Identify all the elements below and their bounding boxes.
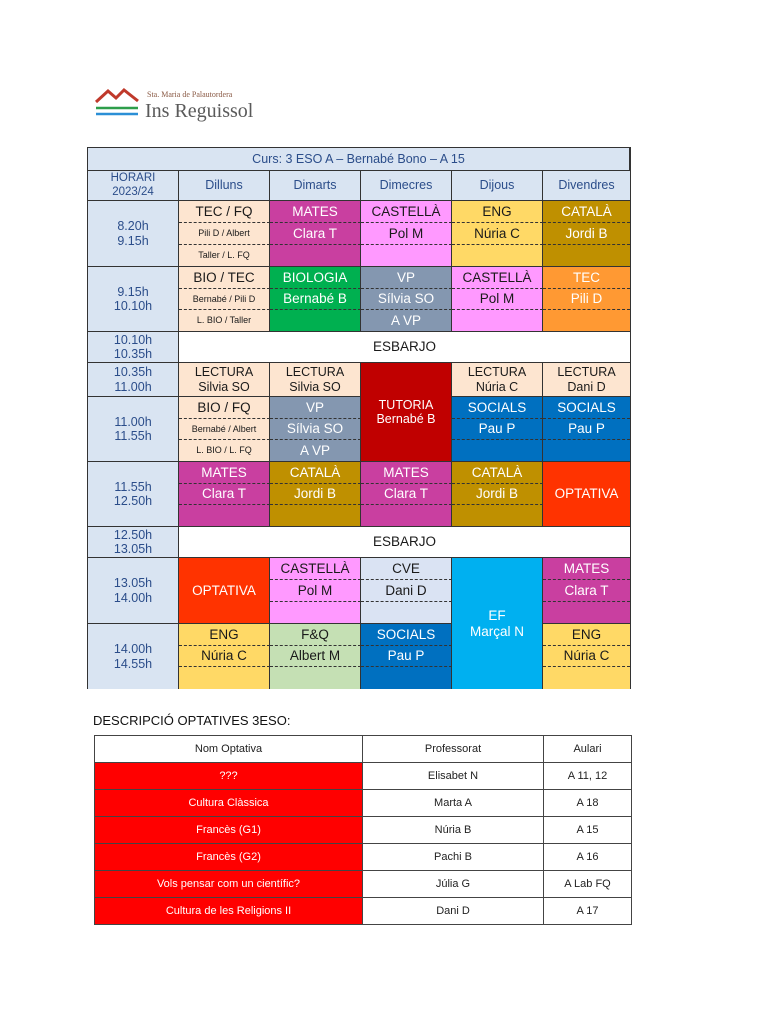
class-teacher: Jordi B: [270, 484, 361, 505]
class-teacher: Dani D: [361, 580, 452, 602]
class-teacher: Albert M: [270, 646, 361, 667]
time-slot: 11.55h 12.50h: [88, 462, 179, 527]
class-room: Taller / L. FQ: [179, 245, 270, 267]
table-row: [95, 898, 632, 925]
corner-line2: 2023/24: [112, 185, 154, 198]
class-subject: MATES: [543, 558, 630, 580]
optativa-room: A 18: [544, 790, 632, 817]
class-empty: [543, 310, 630, 332]
day-header: Dimecres: [361, 171, 452, 201]
class-block: LECTURA Dani D: [543, 363, 630, 397]
school-logo: [94, 86, 264, 126]
class-subject: BIO / FQ: [179, 397, 270, 419]
day-header: Dilluns: [179, 171, 270, 201]
column-header: Professorat: [363, 736, 544, 763]
class-subject: SOCIALS: [543, 397, 630, 419]
class-subject: ENG: [543, 624, 630, 646]
optativa-block: OPTATIVA: [179, 558, 270, 624]
optativa-name: Cultura de les Religions II: [95, 898, 363, 925]
corner-line1: HORARI: [110, 172, 156, 185]
optativa-teacher: Dani D: [363, 898, 544, 925]
class-empty: [452, 440, 543, 462]
class-room: A VP: [270, 440, 361, 462]
class-teacher: Sílvia SO: [361, 289, 452, 310]
class-empty: [361, 245, 452, 267]
class-block: LECTURA Núria C: [452, 363, 543, 397]
optativa-teacher: Núria B: [363, 817, 544, 844]
class-subject: ENG: [179, 624, 270, 646]
class-empty: [270, 245, 361, 267]
class-empty: [543, 440, 630, 462]
class-teacher: Pau P: [361, 646, 452, 667]
class-subject: CASTELLÀ: [452, 267, 543, 289]
time-slot: 8.20h 9.15h: [88, 201, 179, 267]
class-teacher: Clara T: [361, 484, 452, 505]
class-empty: [270, 602, 361, 624]
break-row: ESBARJO: [179, 527, 630, 558]
class-subject: TEC / FQ: [179, 201, 270, 223]
time-slot: 10.10h 10.35h: [88, 332, 179, 363]
table-header-row: [95, 736, 632, 763]
optativa-teacher: Marta A: [363, 790, 544, 817]
optatives-table: [94, 735, 632, 925]
optativa-teacher: Júlia G: [363, 871, 544, 898]
class-teacher: Jordi B: [543, 223, 630, 245]
table-row: [95, 871, 632, 898]
timetable: [87, 147, 631, 689]
class-subject: ENG: [452, 201, 543, 223]
optativa-room: A 17: [544, 898, 632, 925]
optativa-room: A 15: [544, 817, 632, 844]
class-empty: [179, 667, 270, 689]
logo-school-name: Ins Reguissol: [145, 100, 254, 122]
time-slot: 13.05h 14.00h: [88, 558, 179, 624]
tutoria-block: TUTORIA Bernabé B: [361, 363, 452, 462]
ef-block: EF Marçal N: [452, 558, 543, 689]
optativa-room: A 16: [544, 844, 632, 871]
class-subject: CVE: [361, 558, 452, 580]
class-block: LECTURA Silvia SO: [270, 363, 361, 397]
corner-cell: [88, 171, 179, 201]
class-teacher: Sílvia SO: [270, 419, 361, 440]
class-empty: [361, 667, 452, 689]
class-teacher: Clara T: [270, 223, 361, 245]
class-empty: [543, 602, 630, 624]
class-subject: BIO / TEC: [179, 267, 270, 289]
class-subject: VP: [361, 267, 452, 289]
class-empty: [452, 245, 543, 267]
optativa-name: Francès (G2): [95, 844, 363, 871]
logo-mountain-icon: [94, 86, 146, 126]
class-teacher: Pol M: [270, 580, 361, 602]
class-empty: [543, 245, 630, 267]
class-teacher: Núria C: [179, 646, 270, 667]
class-teacher: Bernabé / Albert: [179, 419, 270, 440]
optativa-block: OPTATIVA: [543, 462, 630, 527]
optativa-teacher: Elisabet N: [363, 763, 544, 790]
column-header: Aulari: [544, 736, 632, 763]
table-row: [95, 763, 632, 790]
time-slot: 11.00h 11.55h: [88, 397, 179, 462]
class-teacher: Jordi B: [452, 484, 543, 505]
class-subject: MATES: [270, 201, 361, 223]
time-slot: 12.50h 13.05h: [88, 527, 179, 558]
class-subject: MATES: [361, 462, 452, 484]
class-teacher: Pili D / Albert: [179, 223, 270, 245]
class-empty: [270, 505, 361, 527]
class-empty: [361, 602, 452, 624]
class-empty: [361, 505, 452, 527]
table-row: [95, 844, 632, 871]
table-row: [95, 817, 632, 844]
class-teacher: Núria C: [452, 223, 543, 245]
optativa-room: A 11, 12: [544, 763, 632, 790]
class-empty: [179, 505, 270, 527]
class-subject: VP: [270, 397, 361, 419]
day-header: Dimarts: [270, 171, 361, 201]
class-subject: CASTELLÀ: [361, 201, 452, 223]
day-header: Divendres: [543, 171, 630, 201]
class-subject: CATALÀ: [270, 462, 361, 484]
class-empty: [270, 667, 361, 689]
class-teacher: Núria C: [543, 646, 630, 667]
class-teacher: Bernabé B: [270, 289, 361, 310]
class-teacher: Pol M: [452, 289, 543, 310]
class-room: L. BIO / Taller: [179, 310, 270, 332]
class-empty: [270, 310, 361, 332]
class-room: L. BIO / L. FQ: [179, 440, 270, 462]
class-subject: MATES: [179, 462, 270, 484]
optativa-teacher: Pachi B: [363, 844, 544, 871]
time-slot: 10.35h 11.00h: [88, 363, 179, 397]
class-teacher: Pau P: [452, 419, 543, 440]
table-row: [95, 790, 632, 817]
class-teacher: Clara T: [179, 484, 270, 505]
optativa-room: A Lab FQ: [544, 871, 632, 898]
class-subject: CATALÀ: [452, 462, 543, 484]
class-teacher: Bernabé / Pili D: [179, 289, 270, 310]
optativa-name: Cultura Clàssica: [95, 790, 363, 817]
class-empty: [543, 667, 630, 689]
class-subject: CATALÀ: [543, 201, 630, 223]
class-teacher: Pol M: [361, 223, 452, 245]
optativa-name: Vols pensar com un científic?: [95, 871, 363, 898]
class-block: LECTURA Silvia SO: [179, 363, 270, 397]
class-subject: SOCIALS: [452, 397, 543, 419]
class-subject: SOCIALS: [361, 624, 452, 646]
day-header: Dijous: [452, 171, 543, 201]
class-empty: [452, 310, 543, 332]
optativa-name: ???: [95, 763, 363, 790]
class-teacher: Pili D: [543, 289, 630, 310]
time-slot: 14.00h 14.55h: [88, 624, 179, 689]
class-subject: TEC: [543, 267, 630, 289]
class-room: A VP: [361, 310, 452, 332]
class-teacher: Clara T: [543, 580, 630, 602]
optatives-caption: DESCRIPCIÓ OPTATIVES 3ESO:: [93, 713, 291, 728]
class-teacher: Pau P: [543, 419, 630, 440]
timetable-title: Curs: 3 ESO A – Bernabé Bono – A 15: [88, 148, 630, 171]
time-slot: 9.15h 10.10h: [88, 267, 179, 332]
optativa-name: Francès (G1): [95, 817, 363, 844]
column-header: Nom Optativa: [95, 736, 363, 763]
class-subject: CASTELLÀ: [270, 558, 361, 580]
class-subject: BIOLOGIA: [270, 267, 361, 289]
break-row: ESBARJO: [179, 332, 630, 363]
class-empty: [452, 505, 543, 527]
class-subject: F&Q: [270, 624, 361, 646]
logo-town: Sta. Maria de Palautordera: [147, 90, 233, 99]
